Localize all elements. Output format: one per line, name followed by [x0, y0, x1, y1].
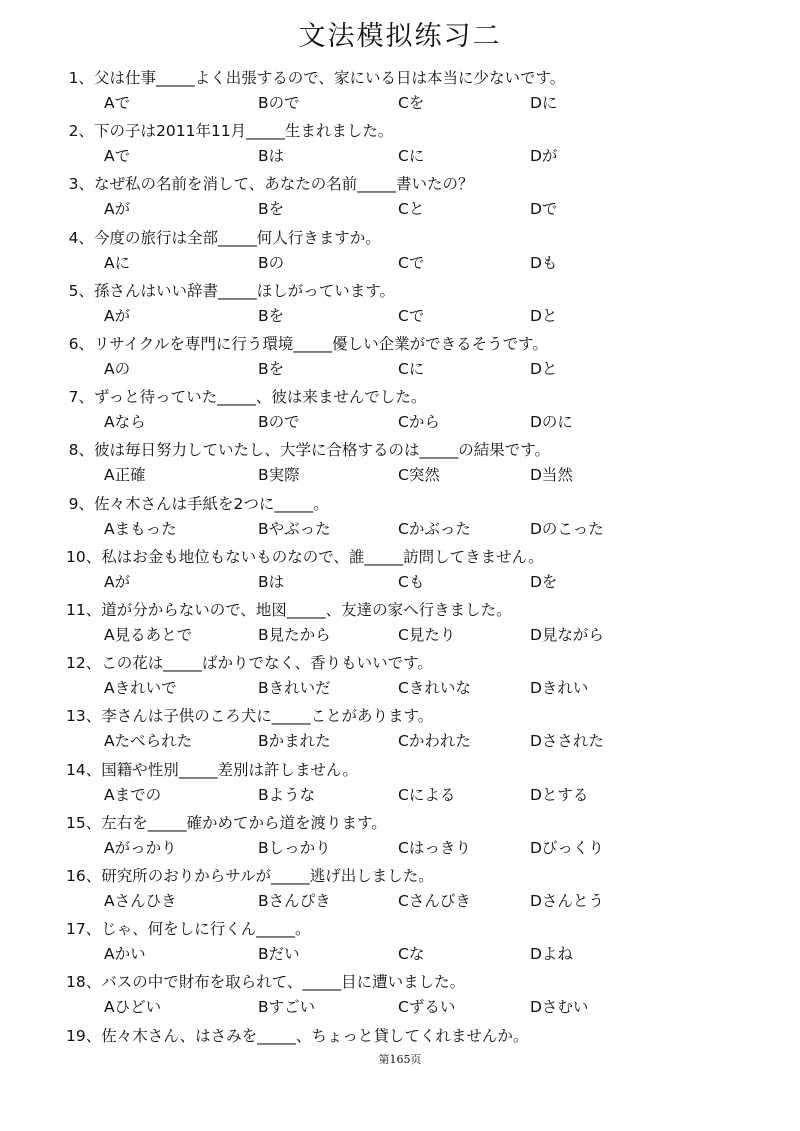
answer-choices	[0, 197, 800, 219]
answer-option[interactable]: Bやぶった	[258, 519, 331, 538]
answer-option[interactable]: Aで	[104, 94, 131, 112]
answer-option[interactable]: Cさんびき	[398, 892, 471, 910]
answer-option[interactable]: Cずるい	[398, 998, 456, 1017]
answer-option[interactable]: Dのこった	[530, 519, 604, 538]
answer-option[interactable]: Dも	[530, 253, 558, 272]
question-number: 14、	[66, 760, 102, 779]
question-text: 研究所のおりからサルが_____逃げ出しました。	[101, 867, 434, 885]
answer-option[interactable]: Bきれいだ	[258, 679, 331, 698]
answer-option[interactable]: Bしっかり	[258, 838, 331, 857]
answer-option[interactable]: Aきれいで	[104, 679, 177, 698]
question-number: 1、	[68, 69, 94, 87]
answer-option[interactable]: Aがっかり	[104, 838, 177, 857]
answer-choices	[0, 410, 800, 432]
answer-option[interactable]: Bは	[258, 147, 285, 166]
answer-choices	[0, 304, 800, 326]
answer-option[interactable]: Bような	[258, 785, 316, 804]
answer-option[interactable]: C見たり	[398, 626, 456, 644]
answer-option[interactable]: Aひどい	[104, 998, 162, 1017]
question-stem	[66, 226, 381, 248]
question-stem	[66, 598, 512, 620]
answer-option[interactable]: Bを	[258, 306, 285, 325]
answer-option[interactable]: Cに	[398, 360, 425, 378]
answer-option[interactable]: Aたべられた	[104, 732, 193, 751]
answer-option[interactable]: A正確	[104, 466, 146, 485]
question-text: 父は仕事_____よく出張するので、家にいる日は本当に少ないです。	[94, 69, 566, 87]
question-text: 私はお金も地位もないものなので、誰_____訪問してきません。	[101, 547, 544, 566]
answer-option[interactable]: Aが	[104, 200, 131, 219]
question-number: 18、	[66, 973, 102, 992]
question-number: 2、	[68, 122, 94, 141]
question-number: 6、	[68, 335, 94, 353]
question-text: この花は_____ばかりでなく、香りもいいです。	[101, 654, 433, 673]
answer-option[interactable]: Cも	[398, 572, 425, 591]
answer-option[interactable]: Cきれいな	[398, 679, 471, 698]
answer-choices	[0, 889, 800, 911]
answer-option[interactable]: Aで	[104, 147, 131, 166]
question-stem	[66, 651, 433, 673]
question-number: 10、	[66, 547, 102, 566]
answer-option[interactable]: Aかい	[104, 945, 146, 964]
answer-option[interactable]: Bを	[258, 360, 285, 378]
question-text: 道が分からないので、地図_____、友達の家へ行きました。	[101, 601, 512, 619]
question-text: 彼は毎日努力していたし、大学に合格するのは_____の結果です。	[94, 441, 551, 460]
answer-option[interactable]: Cに	[398, 147, 425, 166]
answer-option[interactable]: Bは	[258, 572, 285, 591]
answer-option[interactable]: Bので	[258, 94, 300, 112]
question-stem	[66, 704, 433, 726]
answer-option[interactable]: Bさんぴき	[258, 892, 331, 910]
question-stem	[66, 332, 548, 354]
answer-option[interactable]: Dさされた	[530, 732, 604, 751]
answer-choices	[0, 942, 800, 964]
question-text: 下の子は2011年11月_____生まれました。	[94, 122, 394, 141]
question-text: リサイクルを専門に行う環境_____優しい企業ができるそうです。	[94, 335, 548, 353]
answer-option[interactable]: Cと	[398, 200, 425, 219]
answer-option[interactable]: Aまもった	[104, 519, 177, 538]
answer-option[interactable]: B見たから	[258, 626, 331, 644]
question-text: 佐々木さん、はさみを_____、ちょっと貸してくれませんか。	[101, 1026, 529, 1045]
question-stem	[66, 172, 473, 194]
question-number: 8、	[68, 441, 94, 460]
page-title: 文法模拟练习二	[298, 21, 502, 52]
question-text: 孫さんはいい辞書_____ほしがっています。	[94, 281, 396, 300]
question-number: 4、	[68, 228, 94, 247]
answer-option[interactable]: Dと	[530, 306, 558, 325]
answer-choices	[0, 995, 800, 1017]
answer-option[interactable]: Aが	[104, 572, 131, 591]
answer-choices	[0, 570, 800, 592]
answer-option[interactable]: D当然	[530, 466, 573, 485]
answer-option[interactable]: Aが	[104, 306, 131, 325]
question-stem	[66, 758, 358, 780]
question-text: 李さんは子供のころ犬に_____ことがあります。	[101, 707, 434, 726]
answer-option[interactable]: Dさんとう	[530, 892, 604, 910]
question-text: じゃ、何をしに行くん_____。	[101, 920, 311, 939]
answer-option[interactable]: Dと	[530, 360, 558, 378]
question-number: 5、	[68, 281, 94, 300]
question-stem	[66, 66, 565, 88]
answer-option[interactable]: Cかぶった	[398, 519, 471, 538]
question-stem	[66, 970, 465, 992]
answer-option[interactable]: Cによる	[398, 785, 456, 804]
question-stem	[66, 1024, 528, 1046]
answer-option[interactable]: Aの	[104, 360, 131, 378]
answer-option[interactable]: C突然	[398, 466, 440, 485]
answer-option[interactable]: Aに	[104, 253, 131, 272]
question-number: 13、	[66, 707, 102, 726]
question-stem	[66, 864, 434, 886]
answer-option[interactable]: Bかまれた	[258, 732, 331, 751]
answer-option[interactable]: Cで	[398, 253, 425, 272]
answer-option[interactable]: Bだい	[258, 945, 300, 964]
question-text: 佐々木さんは手紙を2つに_____。	[94, 494, 329, 513]
answer-option[interactable]: Bので	[258, 413, 300, 432]
answer-option[interactable]: Cはっきり	[398, 838, 471, 857]
question-number: 15、	[66, 813, 102, 832]
question-number: 7、	[68, 388, 94, 407]
answer-option[interactable]: Dを	[530, 572, 558, 591]
answer-option[interactable]: Dのに	[530, 413, 573, 432]
question-text: 国籍や性別_____差別は許しません。	[101, 760, 358, 779]
answer-option[interactable]: Cから	[398, 413, 440, 432]
answer-choices	[0, 836, 800, 858]
answer-option[interactable]: Dで	[530, 200, 558, 219]
question-number: 3、	[68, 175, 94, 194]
answer-choices	[0, 517, 800, 539]
answer-option[interactable]: Aまでの	[104, 785, 162, 804]
answer-choices	[0, 623, 800, 645]
question-stem	[66, 917, 311, 939]
answer-option[interactable]: B実際	[258, 466, 300, 485]
question-text: 左右を_____確かめてから道を渡ります。	[101, 813, 387, 832]
question-number: 17、	[66, 920, 102, 939]
answer-option[interactable]: Dとする	[530, 785, 589, 804]
answer-option[interactable]: Dきれい	[530, 679, 589, 698]
answer-choices	[0, 676, 800, 698]
answer-option[interactable]: Dびっくり	[530, 838, 604, 857]
question-stem	[66, 492, 329, 514]
question-stem	[66, 545, 544, 567]
question-stem	[66, 119, 393, 141]
question-text: バスの中で財布を取られて、_____目に遭いました。	[101, 973, 466, 992]
answer-option[interactable]: Cで	[398, 306, 425, 325]
answer-option[interactable]: D見ながら	[530, 626, 604, 644]
answer-option[interactable]: Dに	[530, 94, 558, 112]
question-number: 12、	[66, 654, 102, 673]
answer-choices	[0, 144, 800, 166]
answer-option[interactable]: Bすごい	[258, 998, 316, 1017]
answer-option[interactable]: Cな	[398, 945, 425, 964]
answer-option[interactable]: Bの	[258, 253, 285, 272]
answer-option[interactable]: Dが	[530, 147, 558, 166]
answer-option[interactable]: Aなら	[104, 413, 146, 432]
answer-choices	[0, 463, 800, 485]
question-number: 9、	[68, 494, 94, 513]
answer-option[interactable]: Aさんひき	[104, 892, 177, 910]
question-text: ずっと待っていた_____、彼は来ませんでした。	[94, 388, 427, 407]
answer-choices	[0, 783, 800, 805]
question-stem	[66, 438, 550, 460]
answer-choices	[0, 357, 800, 379]
answer-option[interactable]: A見るあとで	[104, 626, 193, 644]
answer-option[interactable]: Dよね	[530, 945, 573, 964]
question-text: なぜ私の名前を消して、あなたの名前_____書いたの？	[94, 175, 474, 194]
question-stem	[66, 279, 395, 301]
question-stem	[66, 811, 387, 833]
question-text: 今度の旅行は全部_____何人行きますか。	[94, 228, 381, 247]
question-number: 11、	[66, 601, 102, 619]
answer-option[interactable]: Bを	[258, 200, 285, 219]
answer-option[interactable]: Dさむい	[530, 998, 589, 1017]
answer-option[interactable]: Cを	[398, 94, 425, 112]
question-number: 19、	[66, 1026, 102, 1045]
answer-choices	[0, 729, 800, 751]
answer-option[interactable]: Cかわれた	[398, 732, 471, 751]
answer-choices	[0, 251, 800, 273]
page-number: 第165页	[378, 1053, 422, 1066]
answer-choices	[0, 91, 800, 113]
question-number: 16、	[66, 867, 102, 885]
question-stem	[66, 385, 426, 407]
